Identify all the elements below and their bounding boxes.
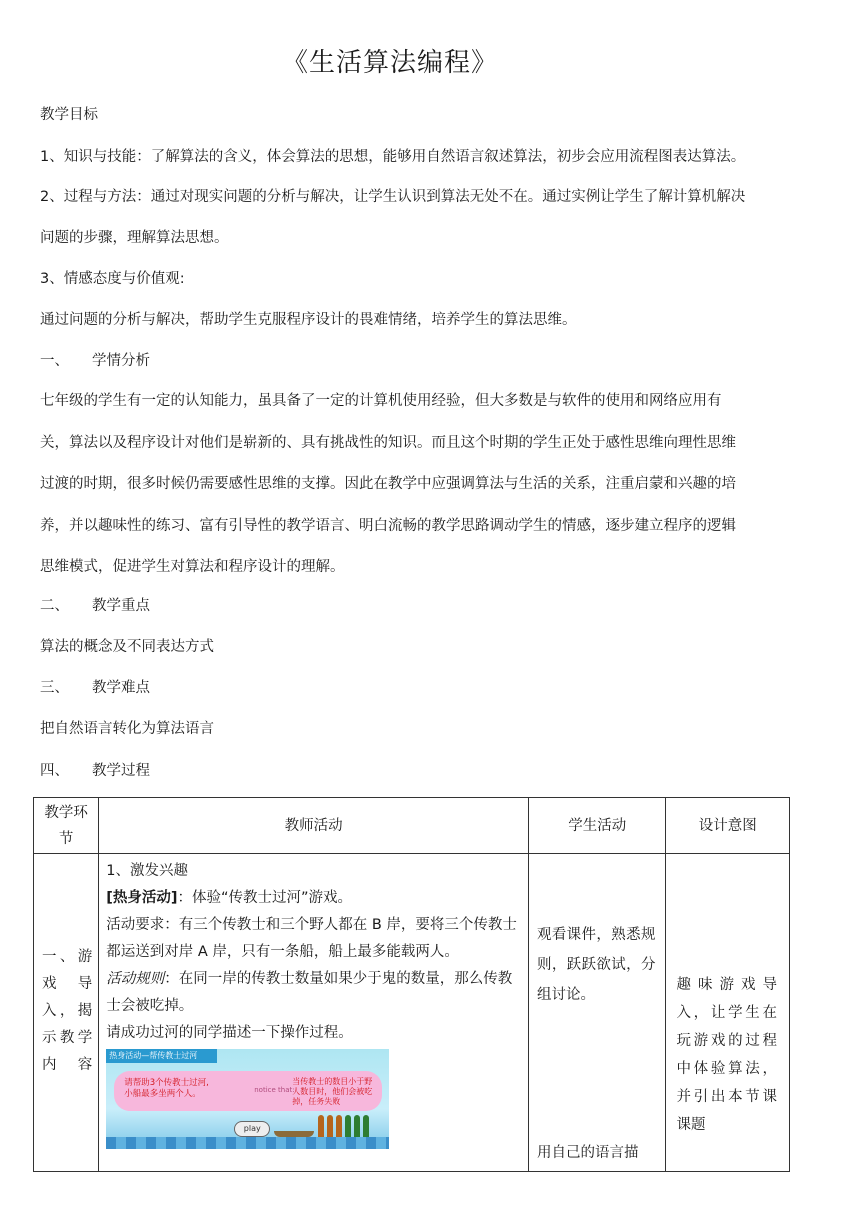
section-number: 二、	[40, 598, 69, 614]
header-stage-label: 教学环节	[44, 804, 88, 847]
header-student: 学生活动	[528, 798, 666, 854]
activity-prompt: 请成功过河的同学描述一下操作过程。	[106, 1025, 353, 1041]
analysis-line: 七年级的学生有一定的认知能力，虽具备了一定的计算机使用经验，但大多数是与软件的使用和网络应用有	[40, 393, 722, 409]
teacher-cell	[99, 854, 529, 1172]
teacher-activity	[99, 854, 528, 1149]
teaching-process-table	[33, 797, 790, 1172]
analysis-line: 关，算法以及程序设计对他们是崭新的、具有挑战性的知识。而且这个时期的学生正处于感性思维向理性思维	[40, 434, 736, 451]
game-instruction: 请帮助3个传教士过河, 小船最多坐两个人。	[124, 1078, 209, 1099]
teacher-step: 1、激发兴趣	[106, 863, 188, 879]
play-button[interactable]: play	[234, 1121, 270, 1137]
rule-label: 活动规则	[106, 971, 165, 987]
section-title: 教学重点	[92, 598, 150, 614]
activity-requirement: 活动要求：有三个传教士和三个野人都在 B 岸，要将三个传教士都运送到对岸 A 岸，只有一条船，船上最多能载两人。	[106, 917, 517, 960]
table-header-row	[34, 798, 790, 854]
savage-figure	[345, 1115, 351, 1137]
warmup-text: ：体验“传教士过河”游戏。	[177, 890, 353, 906]
section-number: 一、	[40, 353, 69, 369]
objective-2-line1: 2、过程与方法：通过对现实问题的分析与解决，让学生认识到算法无处不在。通过实例让学生了解计算机解决	[40, 189, 746, 205]
game-title-bar: 热身活动—帮传教士过河	[106, 1049, 217, 1063]
section-1-heading	[40, 351, 150, 371]
student-activity-1: 观看课件，熟悉规则，跃跃欲试，分组讨论。	[536, 927, 656, 1003]
section-number: 三、	[40, 680, 69, 696]
objective-3: 3、情感态度与价值观:	[40, 271, 185, 287]
missionary-figure	[318, 1115, 324, 1137]
section-number: 四、	[40, 763, 69, 779]
savage-figure	[363, 1115, 369, 1137]
header-stage	[34, 798, 99, 854]
missionary-figure	[327, 1115, 333, 1137]
student-activity	[529, 854, 666, 1168]
analysis-line: 养，并以趣味性的练习、富有引导性的教学语言、明白流畅的教学思路调动学生的情感，逐步建立程序的逻辑	[40, 517, 736, 534]
student-cell	[528, 854, 666, 1172]
warmup-label: [热身活动]	[106, 890, 178, 906]
stage-cell	[34, 854, 99, 1172]
design-intent: 趣味游戏导入，让学生在玩游戏的过程中体验算法，并引出本节课课题	[676, 977, 777, 1133]
learner-analysis	[40, 381, 818, 589]
rule-line	[106, 966, 522, 1020]
section-title: 学情分析	[92, 353, 150, 369]
page-title: 《生活算法编程》	[281, 48, 498, 78]
section-title: 教学过程	[92, 763, 150, 779]
rule-text: ：在同一岸的传教士数量如果少于鬼的数量，那么传教士会被吃掉。	[106, 971, 513, 1014]
game-screenshot	[106, 1049, 389, 1149]
warmup-line	[106, 885, 522, 912]
savage-figure	[354, 1115, 360, 1137]
analysis-line: 思维模式，促进学生对算法和程序设计的理解。	[40, 559, 345, 575]
analysis-line: 过渡的时期，很多时候仍需要感性思维的支撑。因此在教学中应强调算法与生活的关系，注重启蒙和兴趣的培	[40, 476, 736, 492]
objective-1: 1、知识与技能：了解算法的含义，体会算法的思想，能够用自然语言叙述算法，初步会应用流程图表达算法。	[40, 149, 746, 165]
objective-3-text: 通过问题的分析与解决，帮助学生克服程序设计的畏难情绪，培养学生的算法思维。	[40, 312, 577, 328]
design-cell	[666, 854, 790, 1172]
student-activity-2: 用自己的语言描	[536, 1145, 639, 1161]
section-title: 教学难点	[92, 680, 150, 696]
header-teacher: 教师活动	[99, 798, 529, 854]
table-row	[34, 854, 790, 1172]
objective-2-line2: 问题的步骤，理解算法思想。	[40, 230, 229, 246]
key-point-text: 算法的概念及不同表达方式	[40, 639, 214, 655]
missionary-figure	[336, 1115, 342, 1137]
section-2-heading	[40, 596, 150, 616]
section-3-heading	[40, 678, 150, 698]
header-design: 设计意图	[666, 798, 790, 854]
objectives-heading: 教学目标	[40, 107, 98, 123]
game-notice-label: notice that:	[254, 1086, 295, 1094]
difficulty-text: 把自然语言转化为算法语言	[40, 721, 214, 737]
game-warning: 当传教士的数目小于野 人数目时，他们会被吃 掉，任务失败	[292, 1077, 373, 1106]
stage-text: 一、游戏导入，揭示教学内容	[42, 949, 93, 1073]
section-4-heading	[40, 761, 150, 781]
river-graphic	[106, 1137, 389, 1149]
